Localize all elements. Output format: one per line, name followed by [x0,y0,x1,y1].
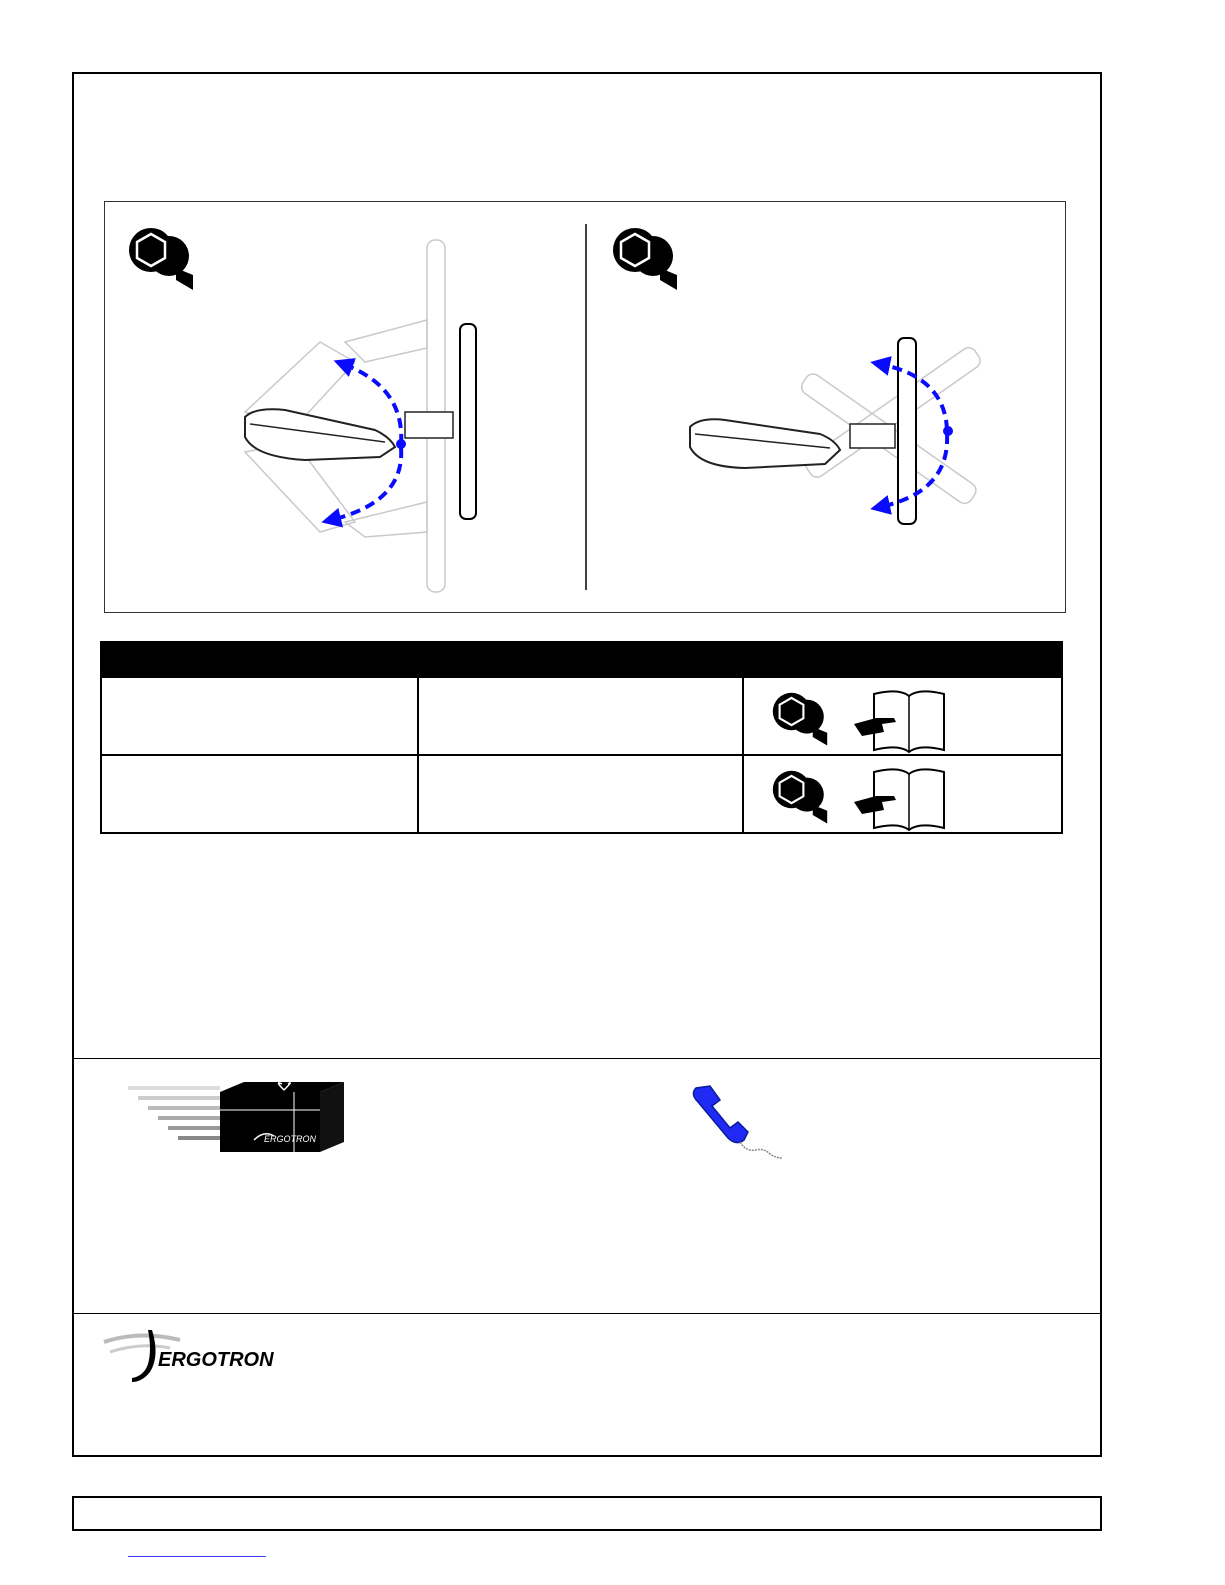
section-divider [72,1058,1102,1059]
table-cell [102,678,417,754]
manual-book-icon [854,769,944,830]
logo-brand-text: ERGOTRON [158,1349,274,1371]
table-cell [102,756,417,832]
logo-graphic [100,1326,300,1384]
footer-box [72,1496,1102,1531]
table-row [100,756,1063,834]
table-header [100,641,1063,678]
table-cell-icons [742,678,1065,754]
bottom-link[interactable] [128,1556,266,1557]
adjustment-diagram [104,201,1066,613]
package-graphic [124,1080,349,1156]
table-icons [764,684,964,754]
table-cell [417,756,742,832]
diagram-canvas [105,202,1067,614]
phone-graphic [690,1080,785,1162]
hex-key-icon [129,228,193,290]
speed-lines [128,1086,220,1140]
table-cell [417,678,742,754]
package-brand-text: ERGOTRON [264,1134,317,1144]
section-divider [72,1313,1102,1314]
phone-icon [690,1080,785,1162]
table-cell-icons [742,756,1065,832]
pivot-point [396,439,406,449]
package-icon [124,1080,349,1156]
ergotron-logo [100,1326,300,1384]
table-row [100,678,1063,756]
hex-key-icon [773,693,827,746]
troubleshooting-table [100,641,1063,834]
table-icons [764,762,964,832]
pivot-point [943,426,953,436]
hex-key-icon [773,771,827,824]
hex-key-icon [613,228,677,290]
manual-book-icon [854,691,944,752]
